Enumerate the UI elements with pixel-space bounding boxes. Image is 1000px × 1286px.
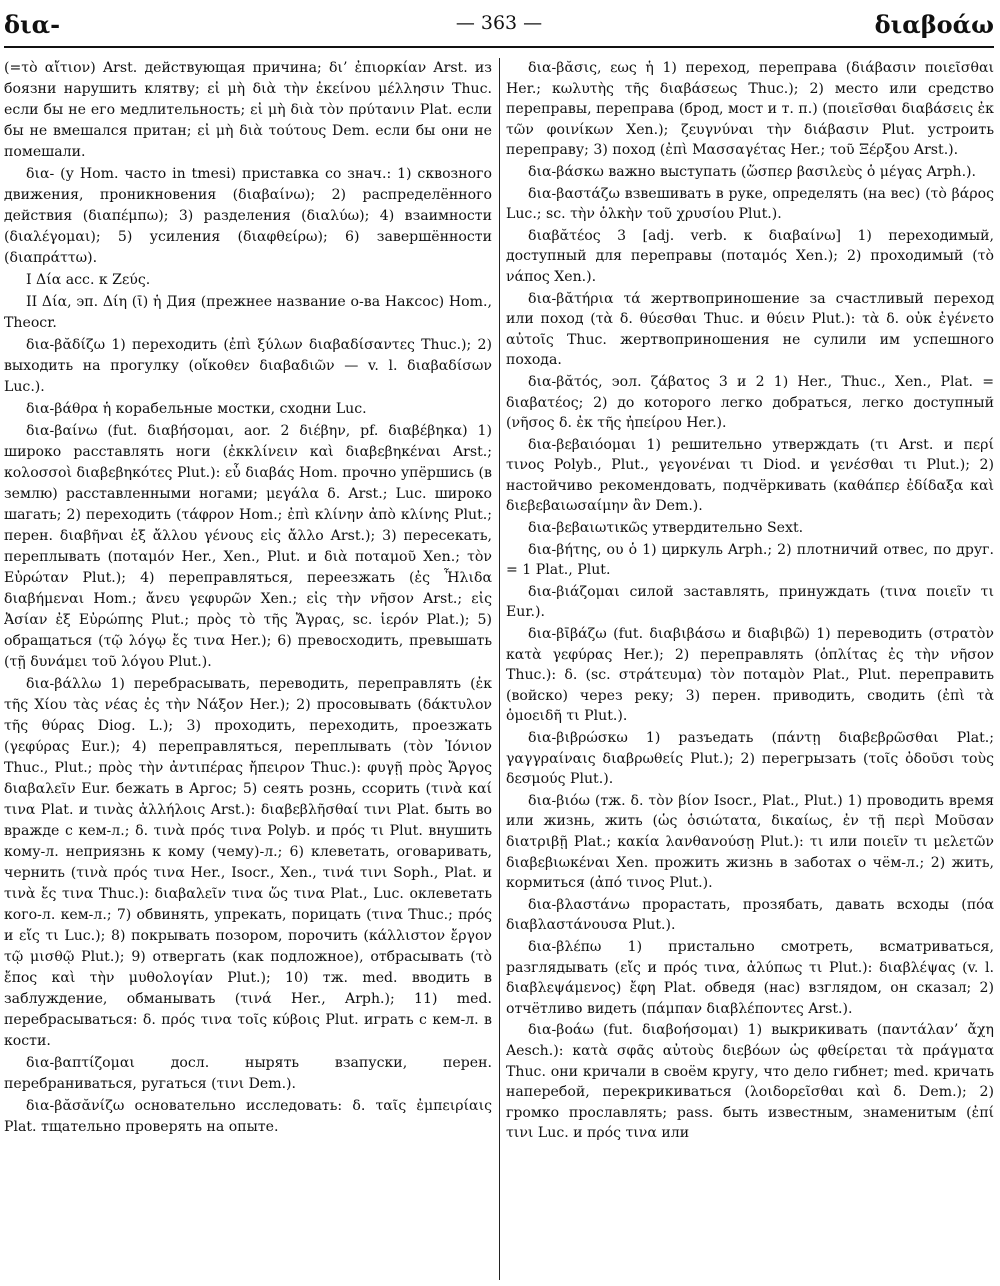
entry-diabasko: δια-βάσκω важно выступать (ὥσπερ βασιλεὺς ὁ μέγας Arph.). [528, 163, 977, 180]
page-number: — 363 — [455, 12, 543, 34]
dictionary-columns [4, 58, 994, 1280]
right-column [506, 58, 994, 1280]
entry-diabiazomai: δια-βιάζομαι силой заставлять, принуждать (τινα ποιεῖν τι Eur.). [506, 583, 994, 621]
page-header [4, 8, 994, 42]
entry-diabasis: δια-βᾰσις, εως ἡ 1) переход, переправа (διάβασιν ποιεῖσθαι Her.; κωλυτὴς τῆς διαβάσεως Thuc.); 2) место или средство переправы, переправа (брод, мост и т. п.) (ποιεῖσθαι διαβάσεις ἐκ τῶν φοινίκων Xen.); ζευγνύναι τὴν διάβασιν Plut. устроить переправу; 3) поход (ἐπὶ Μασσαγέτας Her.; τοῦ Ξέρξου Arst.). [506, 60, 994, 159]
entry-diablastano: δια-βλαστάνω прорастать, прозябать, давать всходы (πόα διαβλαστάνουσα Plut.). [506, 896, 994, 934]
entry-diabaino: δια-βαίνω (fut. διαβήσομαι, aor. 2 διέβην, pf. διαβέβηκα) 1) широко расставлять ноги (ἐκκλίνειν καὶ διαβεβηκέναι Arst.; κολοσσοὶ διαβεβηκότες Plut.): εὖ διαβάς Hom. прочно упёршись (в землю) расставленными ногами; μεγάλα δ. Arst.; Luc. широко шагать; 2) переходить (τάφρον Hom.; ἐπὶ κλίνην ἀπὸ κλίνης Plut.; перен. διαβῆναι ἐξ ἄλλου γένους εἰς ἄλλο Arst.); 3) пересекать, переплывать (ποταμόν Her., Xen., Plut. и διὰ ποταμοῦ Xen.; τὸν Εὐρώταν Plut.); 4) переправляться, переезжать (ἐς Ἦλιδα διαβήμεναι Hom.; ἄνευ γεφυρῶν Xen.; εἰς τὴν νῆσον Arst.; εἰς Ἀσίαν ἐξ Εὐρώπης Plut.; πρὸς τὸ τῆς Ἄγρας, sc. ἱερόν Plat.); 5) обращаться (τῷ λόγῳ ἔς τινα Her.); 6) превосходить, превышать (τῇ δυνάμει τοῦ λόγου Plut.). [4, 423, 492, 670]
entry-diabibazo: δια-βῑβάζω (fut. διαβιβάσω и διαβιβῶ) 1) переводить (στρατὸν κατὰ γεφύρας Her.); 2) переправлять (ὁπλίτας ἐς τὴν νῆσον Thuc.): δ. (sc. στράτευμα) τὸν ποταμὸν Plat., Plut. переправить (войско) через реку; 3) перен. приводить, сводить (ἐπὶ τὰ ὁμοειδῆ τι Plut.). [506, 626, 994, 725]
entry-diabateos: διαβᾰτέος 3 [adj. verb. к διαβαίνω] 1) переходимый, доступный для переправы (ποταμός Xen.); 2) проходимый (τὸ νάπος Xen.). [506, 227, 994, 285]
entry-diabathra: δια-βάθρα ἡ корабельные мостки, сходни Luc. [26, 401, 367, 417]
header-rule [4, 46, 994, 48]
left-column [4, 58, 492, 1280]
entry-diabateria: δια-βᾰτήρια τά жертвоприношение за счастливый переход или поход (τὰ δ. θύεσθαι Thuc. и θύειν Plut.): τὰ δ. οὐκ ἐγένετο αὐτοῖς Thuc. жертвоприношения не сулили им успешного похода. [506, 290, 994, 369]
entry-diabastazo: δια-βαστάζω взвешивать в руке, определять (на вес) (τὸ βάρος Luc.; sc. τὴν ὁλκὴν τοῦ χρυσίου Plut.). [506, 185, 994, 223]
entry-dia-prefix: δια- (у Hom. часто in tmesi) приставка со знач.: 1) сквозного движения, проникновения (διαβαίνω); 2) распределённого действия (διαπέμπω); 3) разделения (διαλύω); 4) взаимности (διαλέγομαι); 5) усиления (διαφθείρω); 6) завершённости (διαπράττω). [4, 166, 492, 266]
running-head-left: δια- [4, 10, 61, 39]
running-head-right: διαβοάω [874, 10, 994, 39]
entry-diabetes: δια-βήτης, ου ὁ 1) циркуль Arph.; 2) плотничий отвес, по друг. = 1 Plat., Plut. [506, 541, 994, 579]
entry-dia-island: II Δία, эп. Δίη (ῑ) ἡ Дия (прежнее название о-ва Наксос) Hom., Theocr. [4, 294, 492, 331]
entry-diaboao: δια-βοάω (fut. διαβοήσομαι) 1) выкрикивать (παντάλαν’ ἄχη Aesch.): κατὰ σφᾶς αὐτοὺς διεβόων ὡς φθείρεται τὰ πράγματα Thuc. они кричали в своём кругу, что дело гибнет; med. кричать наперебой, перекрикиваться (λοιδορεῖσθαι καὶ δ. Dem.); 2) громко прославлять; pass. быть известным, знаменитым (ἐπί τινι Luc. и πρός τινα или [506, 1022, 994, 1142]
entry-diabebaiotikos: δια-βεβαιωτικῶς утвердительно Sext. [528, 520, 804, 537]
entry-diabaptizomai: δια-βαπτίζομαι досл. нырять взапуски, перен. перебраниваться, ругаться (τινι Dem.). [4, 1055, 492, 1092]
column-divider [499, 58, 500, 1280]
entry-diabebaioomai: δια-βεβαιόομαι 1) решительно утверждать (τι Arst. и περί τινος Polyb., Plut., γεγονέναι τι Diod. и γενέσθαι τι Plut.); 2) настойчиво рекомендовать, подчёркивать (καθάπερ ἐδίδαξα καὶ διεβεβαιωσαίμην ἂν Dem.). [506, 436, 994, 515]
entry-continuation: (=τὸ αἴτιον) Arst. действующая причина; δι’ ἐπιορκίαν Arst. из боязни нарушить клятву; εἰ μὴ διὰ τὴν ἐκείνου μέλλησιν Thuc. если бы не его медлительность; εἰ μὴ διὰ τὸν πρύτανιν Plat. если бы не вмешался притан; εἰ μὴ διὰ τούτους Dem. если бы они не помешали. [4, 60, 492, 160]
entry-diabibrosko: δια-βιβρώσκω 1) разъедать (πάντῃ διαβεβρῶσθαι Plat.; γαγγραίναις διαβρωθείς Plut.); 2) перегрызать (τοῖς ὀδοῦσι τοὺς δεσμούς Plut.). [506, 730, 994, 788]
entry-diablepo: δια-βλέπω 1) пристально смотреть, всматриваться, разглядывать (εἴς и πρός τινα, ἀλύπως τι Plut.): διαβλέψας (v. l. διαβλεψάμενος) ἔφη Plat. обведя (нас) взглядом, он сказал; 2) отчётливо видеть (πάμπαν διαβλέποντες Arst.). [506, 938, 994, 1017]
entry-diabatos: δια-βᾰτός, эол. ζάβατος 3 и 2 1) Her., Thuc., Xen., Plat. = διαβατέος; 2) до которого легко добраться, легко доступный (νῆσος δ. ἐκ τῆς ἠπείρου Her.). [506, 373, 994, 432]
entry-diabadizo: δια-βᾰδίζω 1) переходить (ἐπὶ ξύλων διαβαδίσαντες Thuc.); 2) выходить на прогулку (οἴκοθεν διαβαδιῶν — v. l. διαβαδίσων Luc.). [4, 337, 492, 395]
entry-diaballo: δια-βάλλω 1) перебрасывать, переводить, переправлять (ἐκ τῆς Χίου τὰς νέας ἐς τὴν Νάξον Her.); 2) просовывать (δάκτυλον τῆς θύρας Diog. L.); 3) проходить, переходить, проезжать (γεφύρας Eur.); 4) переправляться, переплывать (τὸν Ἰόνιον Thuc., Plut.; πρὸς τὴν ἀντιπέρας ἤπειρον Thuc.): φυγῇ πρὸς Ἄργος διαβαλεῖν Eur. бежать в Аргос; 5) сеять рознь, ссорить (τινὰ καί τινα Plat. и τινὰς ἀλλήλοις Arst.): διαβεβλῆσθαί τινι Plat. быть во вражде с кем-л.; δ. τινὰ πρός τινα Polyb. и πρός τι Plut. внушить кому-л. неприязнь к кому (чему)-л.; 6) клеветать, оговаривать, чернить (τινὰ πρός τινα Her., Isocr., Xen., τινά τινι Soph., Plat. и τινὰ ἔς τινα Thuc.): διαβαλεῖν τινα ὥς τινα Plat., Luc. оклеветать кого-л. кем-л.; 7) обвинять, упрекать, порицать (τινα Thuc.; πρός и εἴς τι Luc.); 8) покрывать позором, порочить (κάλλιστον ἔργον τῷ μισθῷ Plut.); 9) отвергать (как подложное), отбрасывать (τὸ ἔπος καὶ τὴν μυθολογίαν Plut.); 10) тж. med. вводить в заблуждение, обманывать (τινά Her., Arph.); 11) med. перебрасываться: δ. πρός τινα τοῖς κύβοις Plut. играть с кем-л. в кости. [4, 676, 492, 1049]
entry-diabioo: δια-βιόω (тж. δ. τὸν βίον Isocr., Plat., Plut.) 1) проводить время или жизнь, жить (ὡς ὁσιώτατα, δικαίως, ἐν τῇ περὶ Μοῦσαν διατριβῇ Plat.; κακία λανθανούσῃ Plut.): τι или ποιεῖν τι μελετῶν διαβεβιωκέναι Xen. прожить жизнь в заботах о чём-л.; 2) жить, кормиться (ἀπό τινος Plut.). [506, 792, 994, 892]
entry-diabasanizo: δια-βᾰσᾰνίζω основательно исследовать: δ. ταῖς ἐμπειρίαις Plat. тщательно проверять на опыте. [4, 1098, 492, 1135]
entry-dia-acc: I Δία acc. к Ζεύς. [26, 272, 151, 288]
